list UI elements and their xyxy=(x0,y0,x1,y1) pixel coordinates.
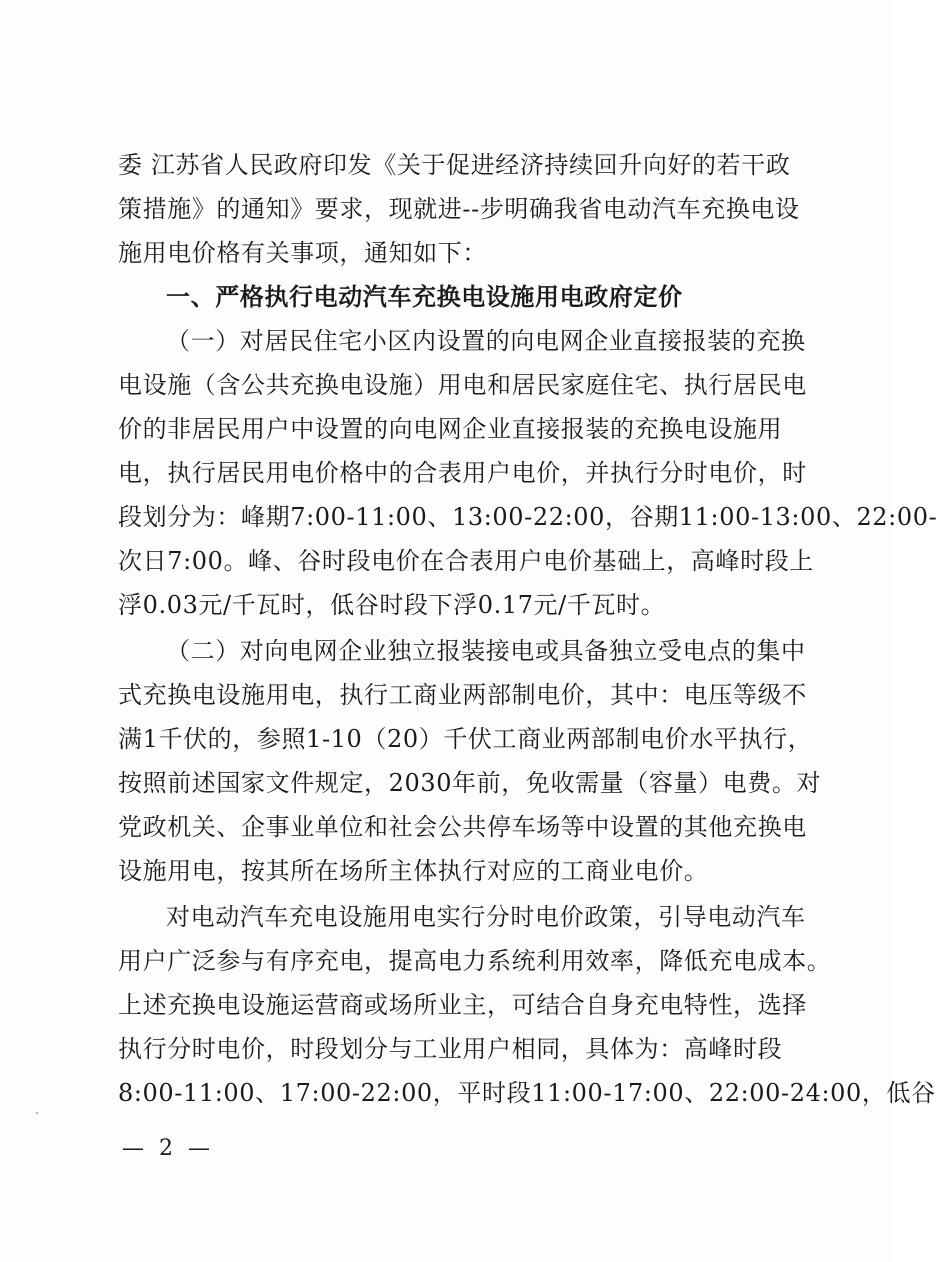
body-line-2: 策措施》的通知》要求，现就进--步明确我省电动汽车充换电设 xyxy=(118,195,800,223)
scan-speck xyxy=(36,1112,38,1114)
paragraph-3-line-1: 对电动汽车充电设施用电实行分时电价政策，引导电动汽车 xyxy=(166,903,806,931)
paragraph-1-line-2: 电设施（含公共充换电设施）用电和居民家庭住宅、执行居民电 xyxy=(118,371,807,399)
paragraph-3-line-2: 用户广泛参与有序充电，提高电力系统利用效率，降低充电成本。 xyxy=(118,947,832,975)
paragraph-2-line-5: 党政机关、企事业单位和社会公共停车场等中设置的其他充换电 xyxy=(118,813,807,841)
paragraph-1-line-3: 价的非居民用户中设置的向电网企业直接报装的充换电设施用 xyxy=(118,415,783,443)
body-line-1: 委 江苏省人民政府印发《关于促进经济持续回升向好的若干政 xyxy=(118,151,791,179)
paragraph-3-line-3: 上述充换电设施运营商或场所业主，可结合自身充电特性，选择 xyxy=(118,991,807,1019)
paragraph-2-line-3: 满1千伏的，参照1-10（20）千伏工商业两部制电价水平执行， xyxy=(118,725,813,753)
paragraph-2-line-4: 按照前述国家文件规定，2030年前，免收需量（容量）电费。对 xyxy=(118,769,822,797)
paragraph-3-line-5: 8:00-11:00、17:00-22:00，平时段11:00-17:00、22:00-24:00，低谷 xyxy=(118,1079,936,1107)
paragraph-1-line-4: 电，执行居民用电价格中的合表用户电价，并执行分时电价，时 xyxy=(118,459,807,487)
paragraph-2-line-6: 设施用电，按其所在场所主体执行对应的工商业电价。 xyxy=(118,857,709,885)
paragraph-3-line-4: 执行分时电价，时段划分与工业用户相同，具体为：高峰时段 xyxy=(118,1035,783,1063)
page-number: — 2 — xyxy=(122,1136,214,1161)
body-line-3: 施用电价格有关事项，通知如下： xyxy=(118,239,487,267)
paragraph-2-line-1: （二）对向电网企业独立报装接电或具备独立受电点的集中 xyxy=(166,637,806,665)
paragraph-1-line-1: （一）对居民住宅小区内设置的向电网企业直接报装的充换 xyxy=(166,327,806,355)
paragraph-1-line-5: 段划分为：峰期7:00-11:00、13:00-22:00，谷期11:00-13:00、22:00- xyxy=(118,503,937,531)
paragraph-2-line-2: 式充换电设施用电，执行工商业两部制电价，其中：电压等级不 xyxy=(118,681,807,709)
paragraph-1-line-6: 次日7:00。峰、谷时段电价在合表用户电价基础上，高峰时段上 xyxy=(118,547,814,575)
section-heading: 一、严格执行电动汽车充换电设施用电政府定价 xyxy=(166,283,683,311)
paragraph-1-line-7: 浮0.03元/千瓦时，低谷时段下浮0.17元/千瓦时。 xyxy=(118,591,666,619)
